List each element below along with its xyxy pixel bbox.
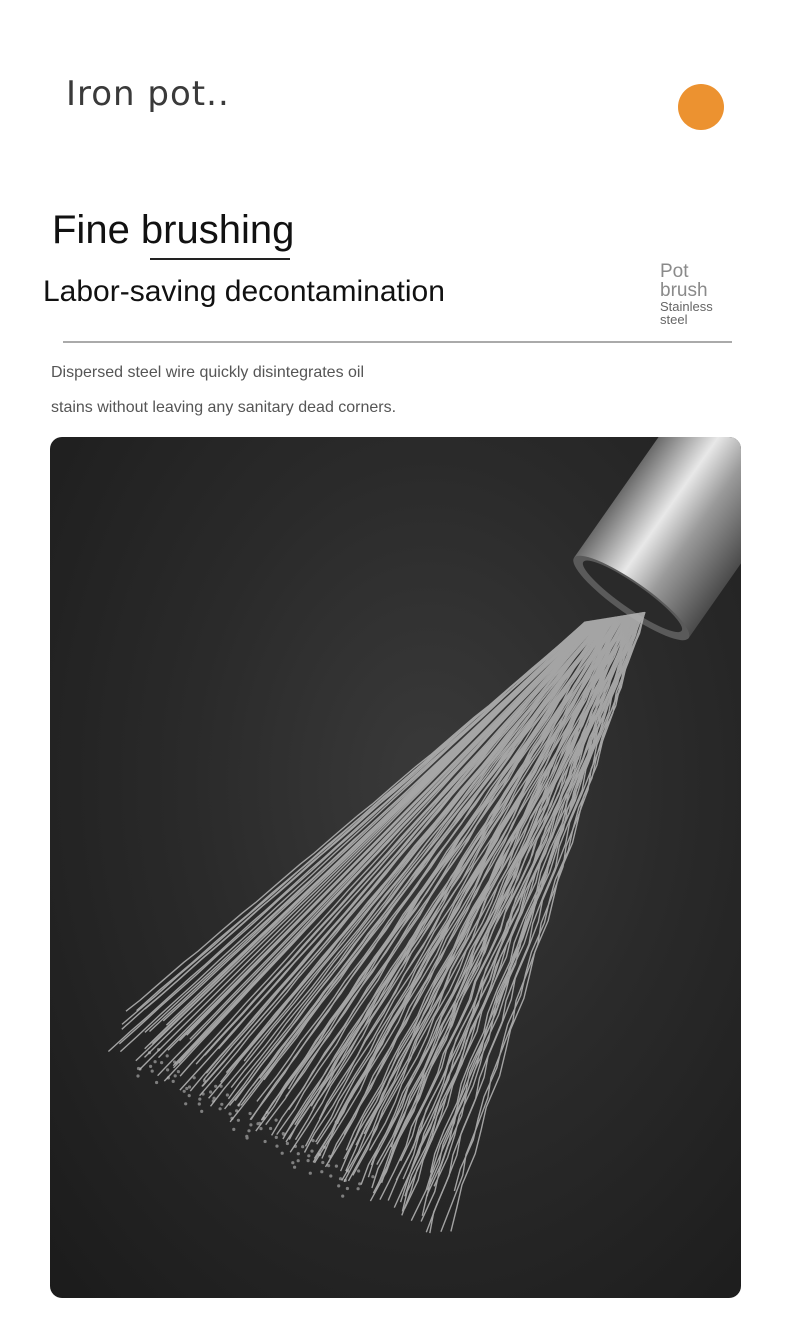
wire-tip (193, 1076, 196, 1079)
wire-tip (226, 1093, 229, 1096)
side-tag-line2: brush (660, 280, 708, 301)
wire-tip (232, 1128, 235, 1131)
wire-tip (167, 1076, 170, 1079)
wire-tip (166, 1068, 169, 1071)
headline-underline (150, 258, 290, 260)
wire-tip (136, 1074, 139, 1077)
wire-tip (157, 1048, 160, 1051)
wire-tip (339, 1177, 342, 1180)
wire-tip (249, 1123, 252, 1126)
wire-brush-illustration (50, 437, 741, 1298)
wire-tip (220, 1103, 223, 1106)
wire-tip (249, 1112, 252, 1115)
wire-tip (237, 1119, 240, 1122)
wire-tip (357, 1187, 360, 1190)
wire-tip (173, 1060, 176, 1063)
wire-tip (286, 1142, 289, 1145)
wire-tip (212, 1100, 215, 1103)
wire-tip (327, 1164, 330, 1167)
wire-tip (185, 1087, 188, 1090)
wire-tip (269, 1127, 272, 1130)
wire-tip (155, 1081, 158, 1084)
wire-tip (166, 1054, 169, 1057)
headline-title: Fine brushing (52, 208, 295, 252)
wire-tip (323, 1146, 326, 1149)
wire-tip (220, 1085, 223, 1088)
wire-tip (172, 1080, 175, 1083)
wire-tip (237, 1103, 240, 1106)
wire-tip (281, 1152, 284, 1155)
wire-tip (219, 1107, 222, 1110)
wire-tip (294, 1145, 297, 1148)
wire-tip (160, 1061, 163, 1064)
wire-tip (329, 1174, 332, 1177)
wire-tip (229, 1112, 232, 1115)
wire-strand (344, 615, 630, 1160)
wire-tip (335, 1165, 338, 1168)
wire-tip (291, 1161, 294, 1164)
product-photo (50, 437, 741, 1298)
wire-tip (266, 1111, 269, 1114)
side-tag-line4: steel (660, 312, 688, 327)
wire-tip (307, 1159, 310, 1162)
wire-strand (145, 621, 593, 1033)
wire-bundle (108, 612, 645, 1233)
wire-tip (259, 1127, 262, 1130)
description-line-2: stains without leaving any sanitary dead corners. (51, 399, 397, 416)
wire-strand (305, 616, 623, 1153)
wire-tip (282, 1133, 285, 1136)
wire-tip (275, 1136, 278, 1139)
wire-tip (258, 1122, 261, 1125)
side-tag (660, 262, 713, 326)
brand-title: Iron pot.. (66, 74, 230, 114)
wire-tip (137, 1067, 140, 1070)
wire-tip (309, 1172, 312, 1175)
wire-tip (200, 1110, 203, 1113)
wire-tip (297, 1159, 300, 1162)
wire-strand (296, 616, 622, 1140)
wire-tip (312, 1139, 315, 1142)
wire-tip (275, 1119, 278, 1122)
divider (63, 341, 732, 343)
wire-tip (358, 1182, 361, 1185)
wire-tip (310, 1150, 313, 1153)
wire-tip (213, 1097, 216, 1100)
wire-tip (275, 1145, 278, 1148)
side-tag-line1: Pot (660, 261, 689, 282)
wire-tip (188, 1094, 191, 1097)
headline-subtitle: Labor-saving decontamination (43, 275, 445, 308)
wire-tip (293, 1166, 296, 1169)
wire-tip (177, 1070, 180, 1073)
wire-tip (337, 1184, 340, 1187)
wire-tip (188, 1085, 191, 1088)
wire-tip (318, 1153, 321, 1156)
wire-tip (235, 1109, 238, 1112)
wire-tip (321, 1161, 324, 1164)
wire-tip (297, 1152, 300, 1155)
wire-tip (320, 1170, 323, 1173)
wire-tip (262, 1117, 265, 1120)
wire-tip (307, 1154, 310, 1157)
wire-tip (198, 1102, 201, 1105)
wire-tip (149, 1065, 152, 1068)
wire-tip (346, 1169, 349, 1172)
wire-tip (203, 1079, 206, 1082)
wire-tip (209, 1090, 212, 1093)
wire-tip (247, 1129, 250, 1132)
wire-tip (301, 1145, 304, 1148)
wire-tip (371, 1175, 374, 1178)
brush-handle (565, 437, 741, 651)
wire-tip (202, 1092, 205, 1095)
side-tag-line3: Stainless (660, 299, 713, 314)
wire-tip (264, 1140, 267, 1143)
wire-tip (341, 1195, 344, 1198)
wire-tip (346, 1187, 349, 1190)
wire-tip (230, 1117, 233, 1120)
wire-tip (198, 1098, 201, 1101)
wire-tip (174, 1074, 177, 1077)
wire-tip (151, 1070, 154, 1073)
wire-tip (183, 1090, 186, 1093)
wire-tip (245, 1135, 248, 1138)
wire-tip (357, 1169, 360, 1172)
wire-tip (214, 1085, 217, 1088)
wire-tip (148, 1051, 151, 1054)
wire-tip (184, 1102, 187, 1105)
description-line-1: Dispersed steel wire quickly disintegrates oil (51, 364, 365, 381)
wire-tip (328, 1155, 331, 1158)
wire-tip (344, 1179, 347, 1182)
wire-tip (154, 1060, 157, 1063)
accent-dot (678, 84, 724, 130)
